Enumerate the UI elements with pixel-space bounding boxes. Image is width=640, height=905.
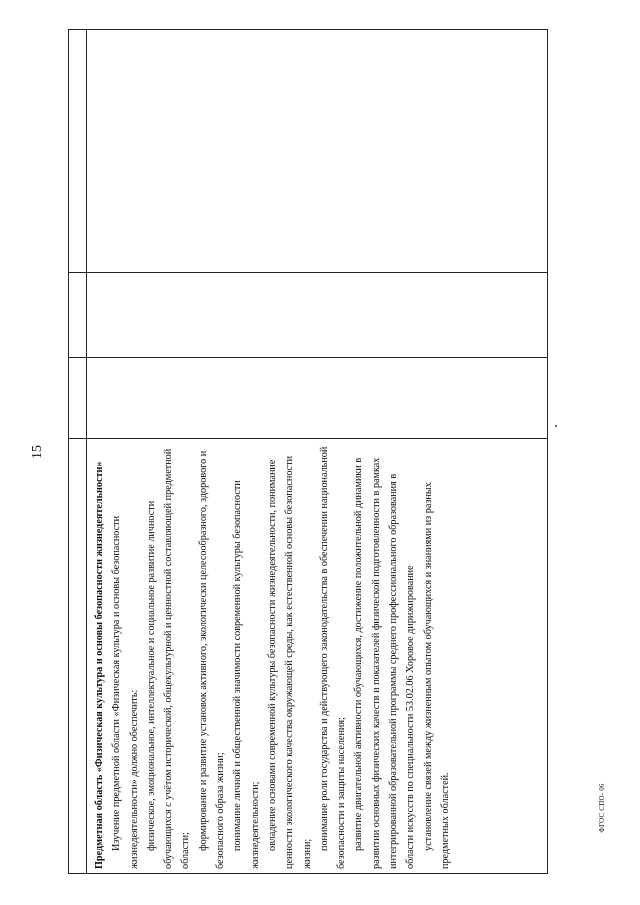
curriculum-table [68, 29, 548, 874]
description-paragraph: Изучение предметной области «Физическая культура и основы безопасности жизнедеятельности» должно обеспечить: [111, 515, 140, 869]
description-paragraph: понимание роли государства и действующего законодательства в обеспечении национальной безопасности и защиты населения; [318, 446, 348, 869]
curriculum-table-body [68, 29, 548, 874]
description-paragraph: понимание личной и общественной значимости современной культуры безопасности жизнедеятельности; [232, 480, 261, 869]
description-paragraph: установление связей между жизненным опытом обучающихся и знаниями из разных предметных областей. [422, 482, 451, 869]
description-paragraph: развитие двигательной активности обучающихся, достижение положительной динамики в развитии основных физических качеств и показателей физической подготовленности в рамках интегрированной образовательной программы среднего профессионального образования в области искусств по специальности 53.02.06 Хоровое дирижирование [353, 457, 417, 869]
subject-area-heading: Предметная область «Физическая культура и основы безопасности жизнедеятельности» [94, 461, 105, 869]
scan-speck [555, 425, 557, 427]
table-cell-empty [69, 30, 86, 272]
table-content-row [87, 30, 547, 873]
description-paragraph: формирование и развитие установок активного, экологически целесообразного, здорового и безопасного образа жизни; [197, 450, 227, 869]
description-paragraphs [108, 445, 454, 869]
table-cell-empty [87, 30, 547, 272]
page-number: 15 [30, 445, 45, 459]
subject-area-description [87, 438, 547, 873]
table-top-row [69, 30, 87, 873]
table-cell-empty [87, 357, 547, 438]
footer-code: ФГОС СПО- 06 [598, 783, 606, 833]
description-paragraph: физическое, эмоциональное, интеллектуальное и социальное развитие личности обучающихся с учётом исторической, общекультурной и ценностной составляющей предметной области; [145, 448, 192, 869]
table-cell-empty [69, 272, 86, 357]
table-cell-empty [69, 438, 86, 873]
table-cell-empty [87, 272, 547, 357]
description-paragraph: овладение основами современной культуры безопасности жизнедеятельности, понимание ценности экологического качества окружающей среды, как естественной основы безопасности жизни; [266, 455, 313, 869]
table-cell-empty [69, 357, 86, 438]
